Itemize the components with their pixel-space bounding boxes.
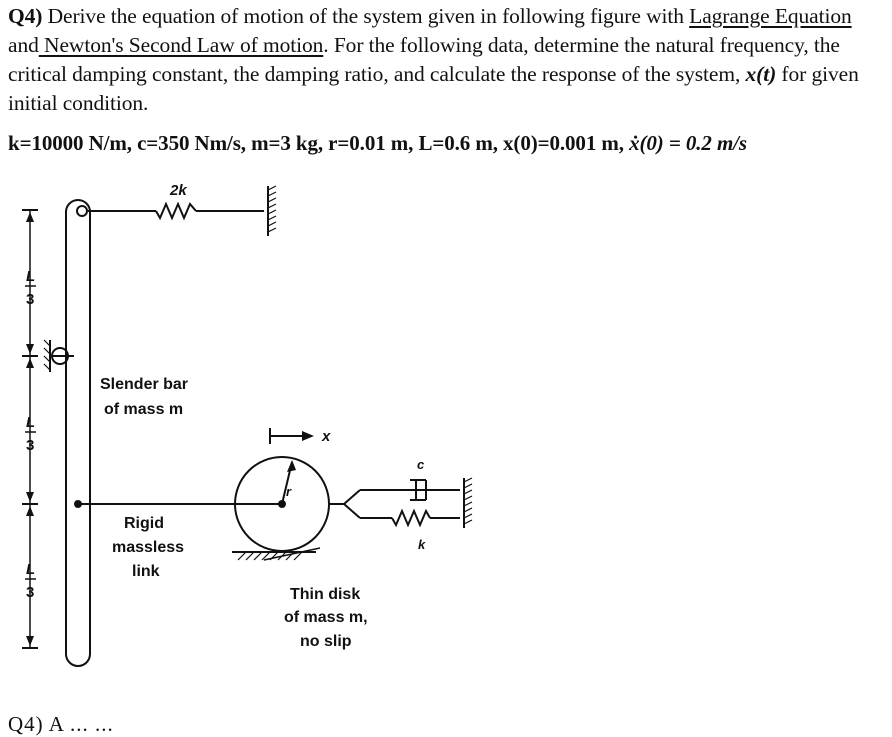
- initial-velocity-rhs: = 0.2 m/s: [663, 131, 747, 155]
- response-symbol: x(t): [745, 62, 777, 86]
- disk-label-line-2: of mass m,: [284, 609, 368, 626]
- disk-ground: [232, 552, 316, 560]
- x-arrow: [270, 428, 314, 444]
- question-text-part-4: for given initial condition.: [8, 62, 859, 115]
- svg-text:3: 3: [26, 291, 35, 308]
- lagrange-equation-link: Lagrange Equation: [689, 4, 852, 28]
- question-number: Q4): [8, 4, 43, 28]
- svg-text:L: L: [26, 414, 36, 431]
- bar-label-line-2: of mass m: [104, 401, 184, 418]
- top-spring: [88, 204, 264, 218]
- cutoff-next-question: Q4) A ... ...: [8, 712, 114, 736]
- top-wall-ground: [268, 186, 276, 236]
- radius-arrowhead: [287, 460, 296, 472]
- c-label: c: [417, 457, 425, 472]
- newton-second-law-link: Newton's Second Law of motion: [38, 33, 324, 57]
- disk-label-line-1: Thin disk: [290, 586, 361, 603]
- svg-text:3: 3: [26, 584, 35, 601]
- link-pin-bar: [75, 501, 81, 507]
- slender-bar: [66, 200, 90, 666]
- k-label: k: [418, 537, 426, 552]
- link-label-line-1: Rigid: [124, 515, 164, 532]
- svg-text:3: 3: [26, 437, 35, 454]
- given-values: k=10000 N/m, c=350 Nm/s, m=3 kg, r=0.01 m, L=0.6 m, x(0)=0.001 m,: [8, 131, 630, 155]
- right-spring: [392, 511, 460, 525]
- r-label: r: [286, 484, 292, 499]
- disk-label-line-3: no slip: [300, 633, 352, 650]
- bar-label-line-1: Slender bar: [100, 376, 189, 393]
- spring-top-label: 2k: [170, 182, 187, 199]
- top-pin: [77, 206, 87, 216]
- link-label-line-3: link: [132, 563, 160, 580]
- svg-text:L: L: [26, 268, 36, 285]
- question-text-part-1: Derive the equation of motion of the system given in following figure with: [42, 4, 690, 28]
- x-label: x: [322, 428, 331, 445]
- right-wall-ground: [464, 478, 472, 528]
- svg-text:L: L: [26, 561, 36, 578]
- question-text-part-2: and: [8, 33, 39, 57]
- question-text-part-3: . For the following data, determine the natural frequency, the critical damping constant, the damping ratio, and calculate the response of the system,: [8, 33, 840, 86]
- pivot-support: [44, 340, 74, 372]
- damper: [410, 480, 460, 500]
- link-label-line-2: massless: [112, 539, 185, 556]
- initial-velocity-lhs: ẋ(0): [629, 131, 664, 155]
